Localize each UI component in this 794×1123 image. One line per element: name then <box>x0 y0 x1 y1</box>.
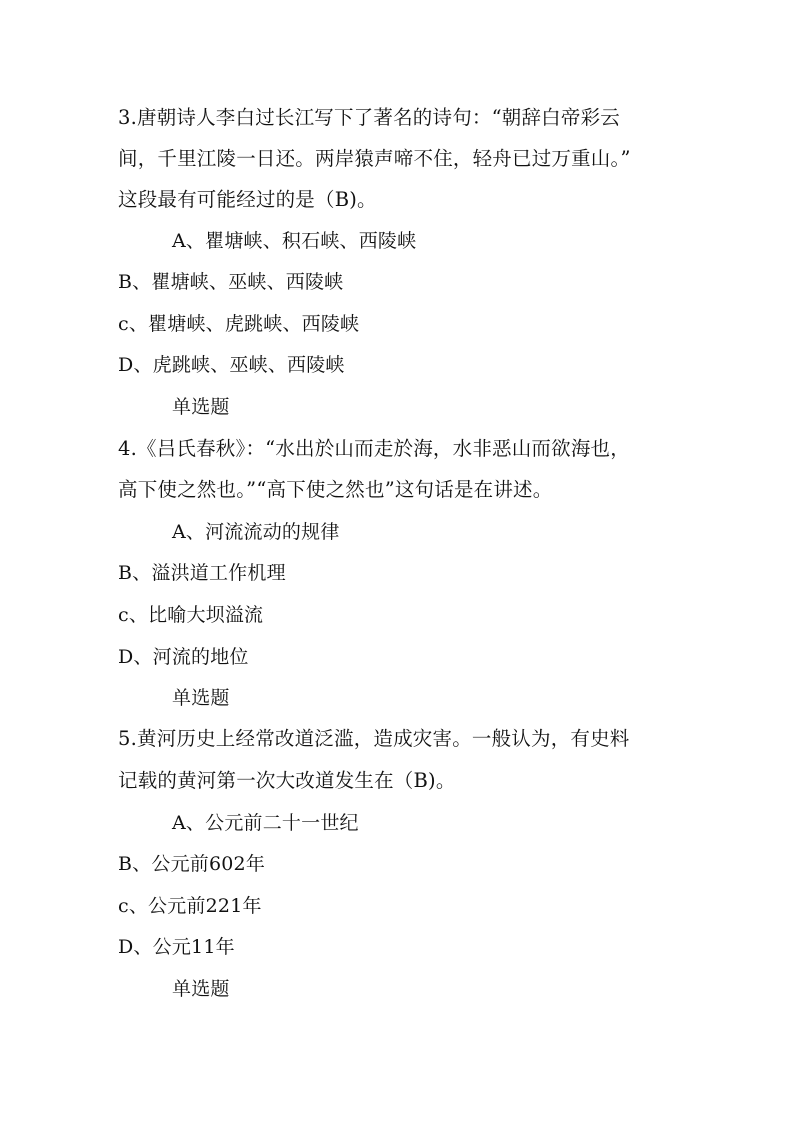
question-5-type-label: 单选题 <box>172 978 230 1000</box>
question-3-type-label: 单选题 <box>172 396 230 418</box>
question-5-option-c: c、公元前221年 <box>118 895 262 917</box>
question-5-option-d: D、公元11年 <box>118 936 235 958</box>
question-4-stem-line-1: 4.《吕氏春秋》：“水出於山而走於海，水非恶山而欲海也， <box>118 437 630 460</box>
question-5-stem-line-2: 记载的黄河第一次大改道发生在（B)。 <box>118 769 456 792</box>
question-3-option-c: c、瞿塘峡、虎跳峡、西陵峡 <box>118 313 360 335</box>
question-4-option-d: D、河流的地位 <box>118 646 249 668</box>
question-4-stem-line-2: 高下使之然也。”“高下使之然也”这句话是在讲述。 <box>118 478 553 501</box>
question-5-option-b: B、公元前602年 <box>118 853 266 875</box>
question-3-option-d: D、虎跳峡、巫峡、西陵峡 <box>118 354 345 376</box>
question-4-option-a: A、河流流动的规律 <box>172 521 340 543</box>
question-5-stem-line-1: 5.黄河历史上经常改道泛滥，造成灾害。一般认为，有史料 <box>118 727 630 750</box>
question-3-option-b: B、瞿塘峡、巫峡、西陵峡 <box>118 271 344 293</box>
question-3-stem-line-2: 间，千里江陵一日还。两岸猿声啼不住，轻舟已过万重山。” <box>118 147 631 170</box>
question-3-stem-line-1: 3.唐朝诗人李白过长江写下了著名的诗句：“朝辞白帝彩云 <box>118 106 620 129</box>
question-3-stem-line-3: 这段最有可能经过的是（B)。 <box>118 188 377 211</box>
question-4-type-label: 单选题 <box>172 687 230 709</box>
question-4-option-c: c、比喻大坝溢流 <box>118 604 264 626</box>
question-3-option-a: A、瞿塘峡、积石峡、西陵峡 <box>172 230 417 252</box>
question-4-option-b: B、溢洪道工作机理 <box>118 562 286 584</box>
question-5-option-a: A、公元前二十一世纪 <box>172 812 359 834</box>
